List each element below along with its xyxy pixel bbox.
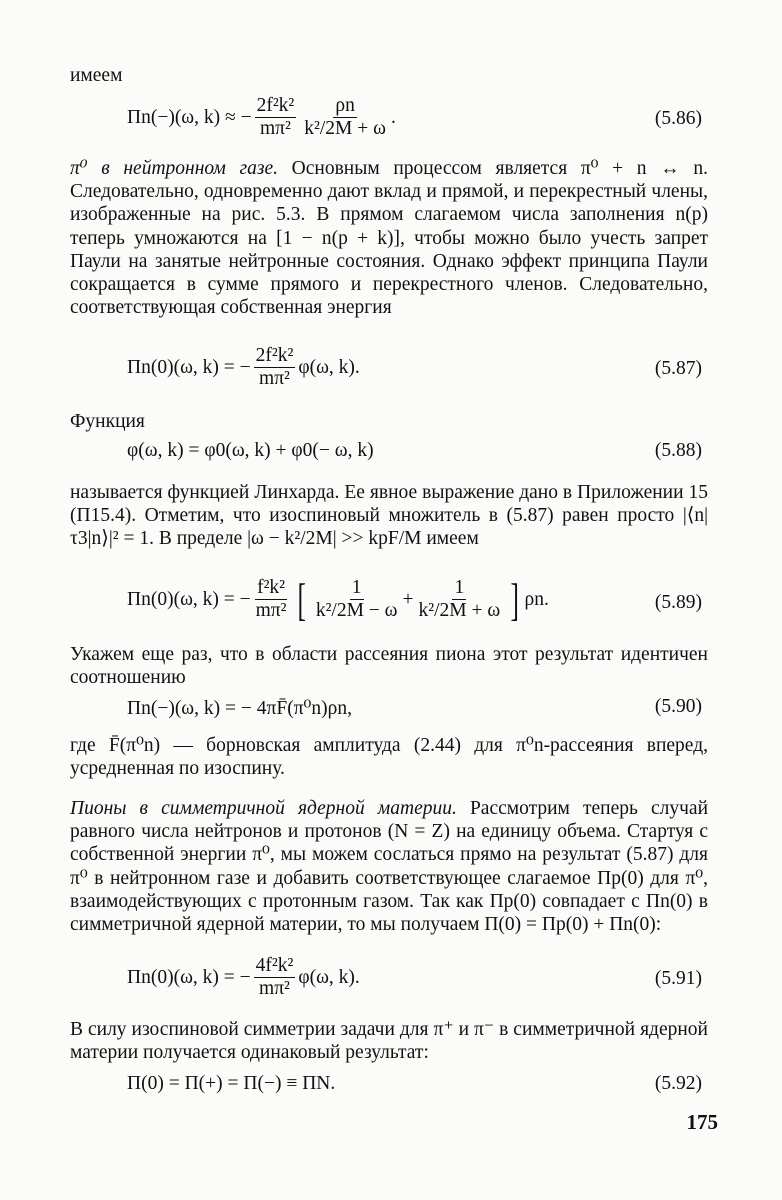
paragraph-text: Основным процессом является π⁰ + n ↔ n. Следовательно, одновременно дают вклад и прямой, и перекрестный члены, изображенные на рис. 5.3. В прямом слагаемом числа заполнения n(p) теперь умножаются на [1 − n(p + k)], чтобы можно было учесть запрет Паули на занятые нейтронные состояния. Однако эффект принципа Паули сокращается в сумме прямого и перекрестного членов. Следовательно, соответствующая собственная энергия [70, 158, 709, 319]
equation-5-89: Πn(0)(ω, k) = − $\frac{\text{f²k²}}{\text{mπ²}}$ [ $\frac{1}{\text{k²/2M − ω}}$ + $\frac{1}{\text{k²/2M + ω}}$ ] ρn. (5.89) [127, 573, 702, 625]
word-function: Функция [70, 411, 145, 432]
right-bracket: ] [510, 573, 520, 625]
equation-5-86: Πn(−)(ω, k) ≈ − $\frac{\text{2f²k²}}{\text{mπ²}}$ $\frac{\rho n}{\text{k²/2M + ω}}$ . (5.86) [127, 95, 702, 139]
equation-5-92: Π(0) = Π(+) = Π(−) ≡ ΠN. (5.92) [127, 1073, 702, 1094]
equation-5-90: Πn(−)(ω, k) = − 4πF̄(π⁰n)ρn, (5.90) [127, 696, 702, 719]
equation-number: (5.86) [654, 108, 702, 129]
paragraph-heading: π⁰ в нейтронном газе. [70, 158, 278, 179]
eq-fraction: $\frac{\text{f²k²}}{\text{mπ²}}$ [255, 577, 287, 621]
equation-number: (5.88) [654, 440, 702, 461]
page-number: 175 [686, 1110, 718, 1134]
paragraph-lindhard: называется функцией Линхарда. Ее явное выражение дано в Приложении 15 (П15.4). Отметим, что изоспиновый множитель в (5.87) равен просто |⟨n|τ3|n⟩|² = 1. В пределе |ω − k²/2M| >> kpF/M имеем [70, 482, 708, 550]
equation-5-91: Πn(0)(ω, k) = − $\frac{\text{4f²k²}}{\text{mπ²}}$ φ(ω, k). (5.91) [127, 955, 702, 999]
paragraph-born: где F̄(π⁰n) — борновская амплитуда (2.44) для π⁰n-рассеяния вперед, усредненная по изоспину. [70, 735, 708, 780]
paragraph-isospin: В силу изоспиновой симметрии задачи для π⁺ и π⁻ в симметричной ядерной материи получается одинаковый результат: [70, 1019, 708, 1064]
eq-fraction: $\frac{\rho n}{\text{k²/2M + ω}}$ [304, 95, 386, 139]
paragraph-text: Рассмотрим теперь случай равного числа нейтронов и протонов (N = Z) на единицу объема. Стартуя с собственной энергии π⁰, мы можем сослаться прямо на результат (5.87) для π⁰ в нейтронном газе и добавить соответствующее слагаемое Πp(0) для π⁰, взаимодействующих с протонным газом. Так как Πp(0) совпадает с Πn(0) в симметричной ядерной материи, то мы получаем Π(0) = Πp(0) + Πn(0): [70, 798, 709, 936]
left-bracket: [ [296, 573, 306, 625]
paragraph-heading: Пионы в симметричной ядерной материи. [70, 798, 457, 819]
equation-5-87: Πn(0)(ω, k) = − $\frac{\text{2f²k²}}{\text{mπ²}}$ φ(ω, k). (5.87) [127, 345, 702, 389]
paragraph-neutron-gas [70, 157, 708, 319]
paragraph-symmetric [70, 797, 708, 936]
intro-word: имеем [70, 65, 123, 86]
equation-number: (5.92) [654, 1073, 702, 1094]
paragraph-again: Укажем еще раз, что в области рассеяния пиона этот результат идентичен соотношению [70, 644, 708, 689]
eq-lhs: Πn(−)(ω, k) ≈ − [127, 106, 252, 128]
eq-fraction: $\frac{\text{2f²k²}}{\text{mπ²}}$ [255, 345, 294, 389]
eq-fraction: $\frac{\text{4f²k²}}{\text{mπ²}}$ [255, 955, 294, 999]
eq-fraction: $\frac{1}{\text{k²/2M + ω}}$ [418, 577, 501, 621]
eq-fraction: $\frac{\text{2f²k²}}{\text{mπ²}}$ [256, 95, 295, 139]
equation-number: (5.91) [654, 968, 702, 989]
equation-number: (5.87) [654, 358, 702, 379]
equation-5-88: φ(ω, k) = φ0(ω, k) + φ0(− ω, k) (5.88) [127, 440, 702, 461]
eq-fraction: $\frac{1}{\text{k²/2M − ω}}$ [315, 577, 398, 621]
equation-number: (5.90) [654, 696, 702, 717]
equation-number: (5.89) [654, 592, 702, 613]
